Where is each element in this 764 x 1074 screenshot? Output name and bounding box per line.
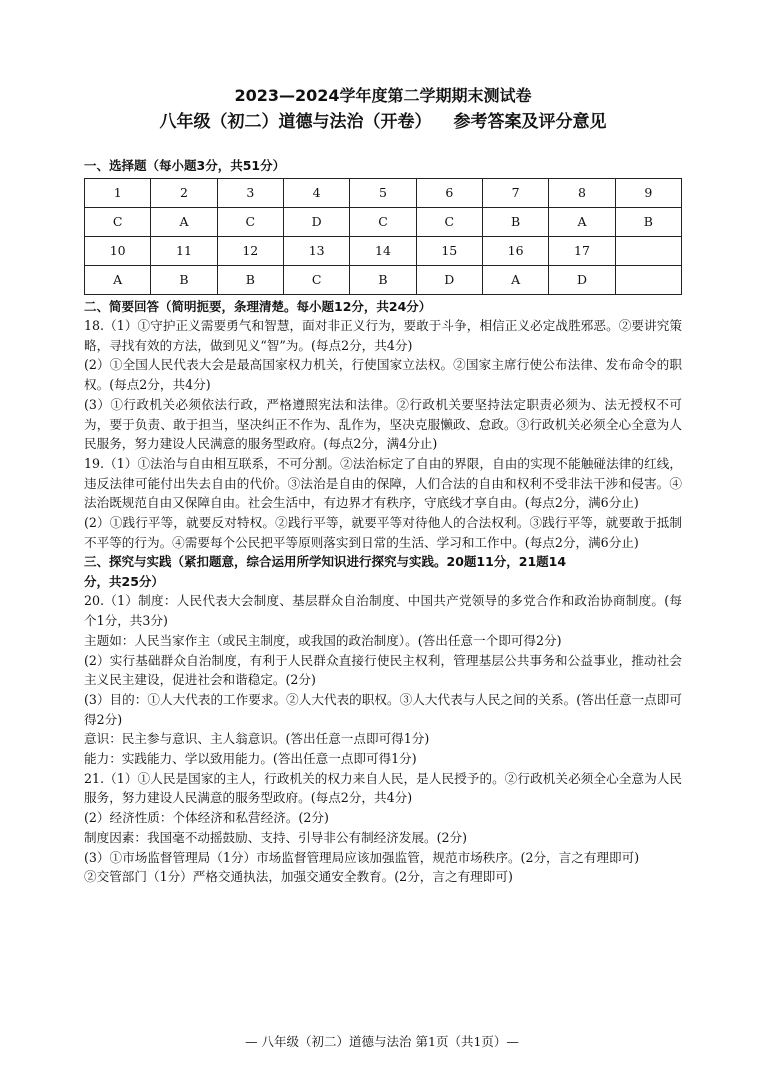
section-heading-inquiry-line2: 分，共25分） [84,573,164,589]
answer-q21-part2-nature: (2）经济性质：个体经济和私营经济。(2分) [84,810,329,826]
table-cell: 17 [549,236,615,265]
table-cell: C [416,207,482,236]
table-cell: B [482,207,548,236]
table-cell: C [350,207,416,236]
answer-q18-part2: (2）①全国人民代表大会是最高国家权力机关，行使国家立法权。②国家主席行使公布法律、发布命令的职权。(每点2分，共4分) [84,357,682,393]
subtitle-grade-subject: 八年级（初二）道德与法治（开卷） [159,112,432,132]
table-cell: B [151,265,217,294]
answer-q21-part1: 21.（1）①人民是国家的主人，行政机关的权力来自人民，是人民授予的。②行政机关必须全心全意为人民服务，努力建设人民满意的服务型政府。(每点2分，共4分) [84,770,682,806]
table-row [85,207,682,236]
table-cell: 10 [85,236,151,265]
table-cell: 16 [482,236,548,265]
table-cell: A [151,207,217,236]
answer-q21-part3-market: (3）①市场监督管理局（1分）市场监督管理局应该加强监管，规范市场秩序。(2分，言之有理即可) [84,849,640,865]
table-cell: D [416,265,482,294]
table-cell: 11 [151,236,217,265]
table-cell: 4 [283,178,349,207]
table-cell: A [549,207,615,236]
table-cell: 15 [416,236,482,265]
table-cell: C [85,207,151,236]
section-heading-choice: 一、选择题（每小题3分，共51分） [84,158,286,173]
table-cell [615,236,681,265]
section-heading-inquiry-line1: 三、探究与实践（紧扣题意，综合运用所学知识进行探究与实践。20题11分，21题14 [84,554,567,570]
answer-q20-theme: 主题如：人民当家作主（或民主制度，或我国的政治制度）。(答出任意一个即可得2分) [84,632,562,648]
answer-q20-ability: 能力：实践能力、学以致用能力。(答出任意一点即可得1分) [84,751,417,767]
section-heading-short-answer: 二、简要回答（简明扼要，条理清楚。每小题12分，共24分） [84,298,432,314]
table-cell: 13 [283,236,349,265]
answer-q19-part2: (2）①践行平等，就要反对特权。②践行平等，就要平等对待他人的合法权利。③践行平等，就要敢于抵制不平等的行为。④需要每个公民把平等原则落实到日常的生活、学习和工作中。(每点2分，满6分止) [84,515,682,550]
table-cell: 8 [549,178,615,207]
table-cell: A [85,265,151,294]
table-cell: 7 [482,178,548,207]
exam-title: 2023—2024学年度第二学期期末测试卷 [234,86,532,105]
table-row [85,236,682,265]
table-cell: B [217,265,283,294]
answer-q18-part1: 18.（1）①守护正义需要勇气和智慧，面对非正义行为，要敢于斗争，相信正义必定战胜邪恶。②要讲究策略，寻找有效的方法，做到见义“智”为。(每点2分，共4分) [84,318,682,353]
table-cell: 1 [85,178,151,207]
table-cell: B [350,265,416,294]
answer-q20-part3: (3）目的：①人大代表的工作要求。②人大代表的职权。③人大代表与人民之间的关系。(答出任意一点即可得2分) [84,691,682,727]
answer-q18-part3: (3）①行政机关必须依法行政，严格遵照宪法和法律。②行政机关要坚持法定职责必须为、法无授权不可为，要于负责、敢于担当，坚决纠正不作为、乱作为，坚决克服懒政、怠政。③行政机关必须全心全意为人民服务，努力建设人民满意的服务型政府。(每点2分，满4分止) [84,396,682,452]
answer-sheet-page [84,68,682,887]
table-cell [615,265,681,294]
answer-q19-part1: 19.（1）①法治与自由相互联系，不可分割。②法治标定了自由的界限，自由的实现不能触碰法律的红线，违反法律可能付出失去自由的代价。③法治是自由的保障，人们合法的自由和权利不受非法干涉和侵害。④法治既规范自由又保障自由。社会生活中，有边界才有秩序，守底线才享自由。(每点2分，满6分止) [84,455,682,511]
table-cell: 3 [217,178,283,207]
table-cell: 6 [416,178,482,207]
table-cell: D [283,207,349,236]
answer-q21-part3-traffic: ②交管部门（1分）严格交通执法，加强交通安全教育。(2分，言之有理即可) [84,869,513,885]
subtitle-answer-key: 参考答案及评分意见 [453,112,607,132]
table-cell: B [615,207,681,236]
choice-answer-table [84,178,682,295]
page-footer: — 八年级（初二）道德与法治 第1页（共1页）— [245,1034,519,1049]
table-row [85,265,682,294]
table-cell: 9 [615,178,681,207]
table-cell: D [549,265,615,294]
table-cell: 2 [151,178,217,207]
table-cell: C [217,207,283,236]
answer-q20-part1: 20.（1）制度：人民代表大会制度、基层群众自治制度、中国共产党领导的多党合作和政治协商制度。(每个1分，共3分) [84,593,682,629]
table-row [85,178,682,207]
exam-subtitle [84,108,682,136]
table-cell: C [283,265,349,294]
answer-q20-part2: (2）实行基础群众自治制度，有利于人民群众直接行使民主权利，管理基层公共事务和公益事业，推动社会主义民主建设，促进社会和谐稳定。(2分) [84,652,682,688]
table-cell: A [482,265,548,294]
table-cell: 14 [350,236,416,265]
answer-q20-awareness: 意识：民主参与意识、主人翁意识。(答出任意一点即可得1分) [84,731,430,747]
table-cell: 5 [350,178,416,207]
answer-q21-part2-system: 制度因素：我国毫不动摇鼓励、支持、引导非公有制经济发展。(2分) [84,829,468,845]
table-cell: 12 [217,236,283,265]
